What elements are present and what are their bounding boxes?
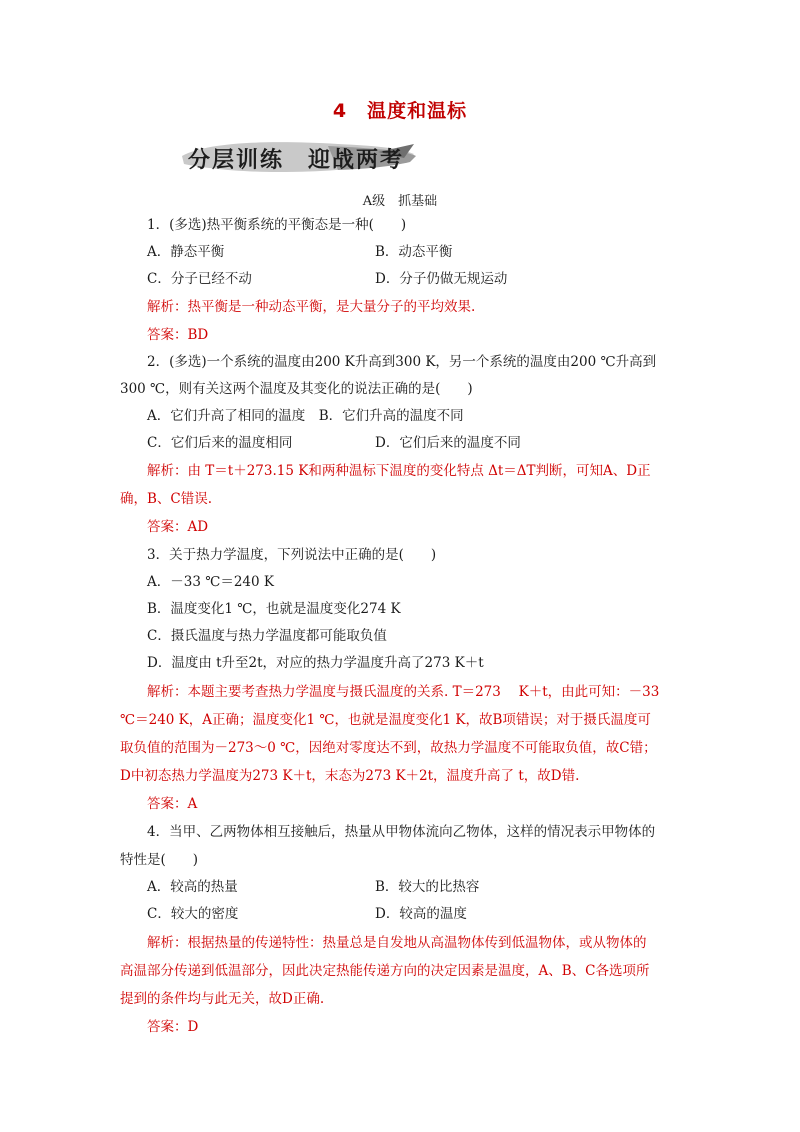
option-a: A．较高的热量 xyxy=(147,879,238,895)
option-d: D．温度由 t升至2t，对应的热力学温度升高了273 K＋t xyxy=(147,655,484,671)
option-row xyxy=(147,905,467,923)
analysis-text: 提到的条件均与此无关，故D正确. xyxy=(120,991,325,1007)
option-c: C．较大的密度 xyxy=(147,906,239,922)
question-stem: 1．(多选)热平衡系统的平衡态是一种( ) xyxy=(147,217,407,233)
option-row xyxy=(147,434,521,452)
option-a: A．它们升高了相同的温度 B．它们升高的温度不同 xyxy=(147,408,464,424)
section-banner xyxy=(178,136,418,178)
analysis-text: ℃＝240 K，A正确；温度变化1 ℃，也就是温度变化1 K，故B项错误；对于摄氏温度可 xyxy=(120,712,651,728)
analysis-text: 高温部分传递到低温部分，因此决定热能传递方向的决定因素是温度，A、B、C各选项所 xyxy=(120,963,650,979)
option-a: A．静态平衡 xyxy=(147,244,225,260)
page-title: 4 温度和温标 xyxy=(332,100,468,122)
question-stem: 300 ℃，则有关这两个温度及其变化的说法正确的是( ) xyxy=(120,381,473,397)
analysis-text: 解析：本题主要考查热力学温度与摄氏温度的关系. T＝273 K＋t，由此可知：－33 xyxy=(147,684,660,700)
option-c: C．它们后来的温度相同 xyxy=(147,435,293,451)
question-stem: 3．关于热力学温度，下列说法中正确的是( ) xyxy=(147,547,437,563)
analysis-text: 解析：由 T＝t＋273.15 K和两种温标下温度的变化特点 Δt＝ΔT判断，可知A、D正 xyxy=(147,463,651,479)
answer-text: 答案：AD xyxy=(147,519,209,535)
analysis-text: D中初态热力学温度为273 K＋t，末态为273 K＋2t，温度升高了 t，故D错. xyxy=(120,768,580,784)
option-c: C．摄氏温度与热力学温度都可能取负值 xyxy=(147,628,387,644)
analysis-text: 解析：热平衡是一种动态平衡，是大量分子的平均效果. xyxy=(147,299,476,315)
option-a: A．－33 ℃＝240 K xyxy=(147,574,274,590)
option-row xyxy=(147,878,480,896)
answer-text: 答案：A xyxy=(147,796,198,812)
question-stem: 2．(多选)一个系统的温度由200 K升高到300 K，另一个系统的温度由200 ℃升高到 xyxy=(147,354,657,370)
level-heading: A级 抓基础 xyxy=(362,194,438,209)
analysis-text: 确，B、C错误. xyxy=(120,491,213,507)
question-stem: 特性是( ) xyxy=(120,852,199,868)
answer-text: 答案：BD xyxy=(147,327,209,343)
option-b: B．动态平衡 xyxy=(375,244,453,260)
question-stem: 4．当甲、乙两物体相互接触后，热量从甲物体流向乙物体，这样的情况表示甲物体的 xyxy=(147,824,656,840)
option-c: C．分子已经不动 xyxy=(147,271,252,287)
banner-text: 分层训练 迎战两考 xyxy=(188,148,405,173)
option-b: B．温度变化1 ℃，也就是温度变化274 K xyxy=(147,601,401,617)
option-d: D．它们后来的温度不同 xyxy=(375,435,521,451)
option-row xyxy=(147,270,508,288)
option-d: D．分子仍做无规运动 xyxy=(375,271,508,287)
answer-text: 答案：D xyxy=(147,1019,199,1035)
option-b: B．较大的比热容 xyxy=(375,879,480,895)
analysis-text: 取负值的范围为－273～0 ℃，因绝对零度达不到，故热力学温度不可能取负值，故C错； xyxy=(120,740,657,756)
analysis-text: 解析：根据热量的传递特性：热量总是自发地从高温物体传到低温物体，或从物体的 xyxy=(147,935,647,951)
option-row xyxy=(147,243,453,261)
option-d: D．较高的温度 xyxy=(375,906,467,922)
